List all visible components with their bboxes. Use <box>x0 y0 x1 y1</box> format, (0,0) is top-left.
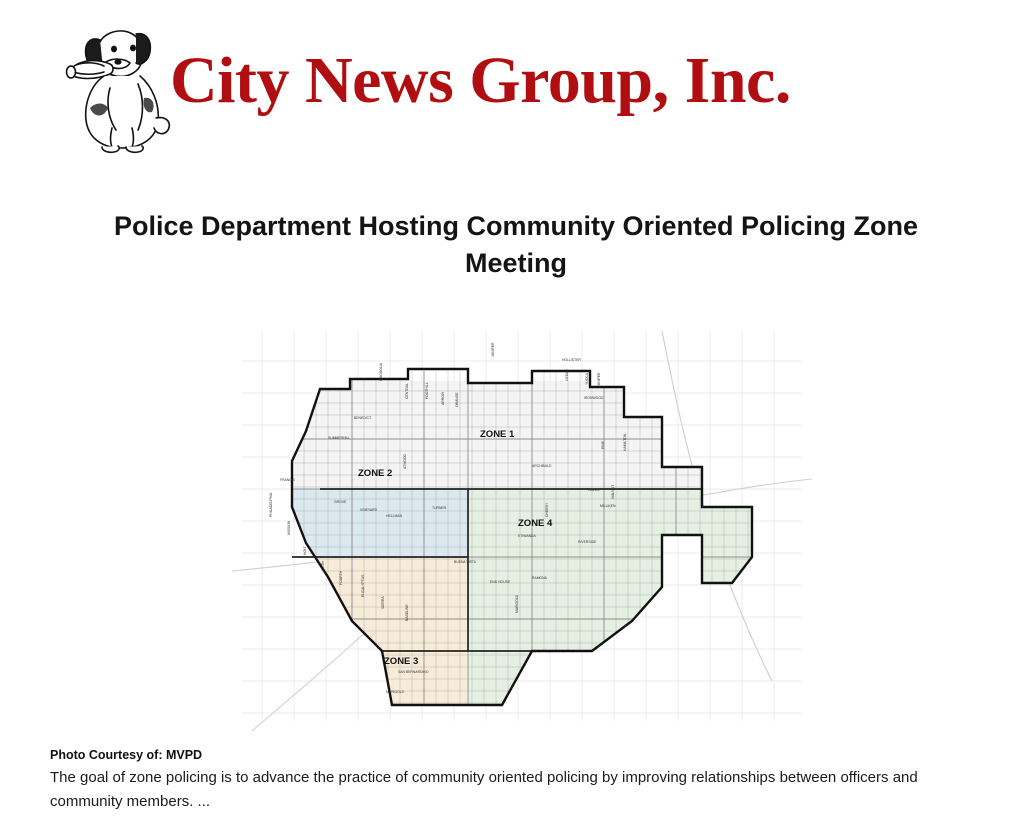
svg-text:ARCHIBALD: ARCHIBALD <box>532 463 552 468</box>
svg-text:SUMMERHILL: SUMMERHILL <box>328 435 351 440</box>
police-zone-map <box>232 321 812 731</box>
svg-text:BENEDICT: BENEDICT <box>354 415 372 420</box>
svg-text:EUCALYPTUS: EUCALYPTUS <box>361 574 365 597</box>
svg-text:CENTRAL: CENTRAL <box>405 382 409 399</box>
svg-text:YUCCA: YUCCA <box>585 372 589 385</box>
svg-text:RIVERSIDE: RIVERSIDE <box>578 539 597 544</box>
masthead-title: City News Group, Inc. <box>170 44 791 117</box>
svg-text:GROVE: GROVE <box>334 499 347 504</box>
zone-4-label: ZONE 4 <box>518 517 553 529</box>
svg-text:ARROW: ARROW <box>441 391 445 405</box>
svg-text:PHILADELPHIA: PHILADELPHIA <box>269 492 273 517</box>
svg-text:WALNUT: WALNUT <box>611 484 615 499</box>
svg-text:JUNIPER: JUNIPER <box>597 371 601 387</box>
photo-credit: Photo Courtesy of: MVPD <box>50 748 203 762</box>
svg-text:FOOTHILL: FOOTHILL <box>425 381 429 399</box>
svg-text:VINEYARD: VINEYARD <box>360 507 378 512</box>
svg-text:CHERRY: CHERRY <box>545 502 549 517</box>
svg-text:TURNER: TURNER <box>432 505 447 510</box>
page-title: Police Department Hosting Community Oriented Policing Zone Meeting <box>113 211 919 279</box>
svg-text:FRANCIS: FRANCIS <box>280 477 295 482</box>
article-body: The goal of zone policing is to advance the practice of community oriented policing by improving relationships between officers and community members. ... <box>50 769 918 810</box>
svg-text:SIERRA: SIERRA <box>381 595 385 609</box>
zone-1-label: ZONE 1 <box>480 428 515 440</box>
svg-text:MARIGOLD: MARIGOLD <box>515 594 519 613</box>
svg-text:BASELINE: BASELINE <box>405 603 409 621</box>
svg-text:HAMILTON: HAMILTON <box>623 433 627 451</box>
svg-text:HELLMAN: HELLMAN <box>386 513 403 518</box>
svg-text:HOLT: HOLT <box>303 545 307 555</box>
svg-text:ATWOOD: ATWOOD <box>403 453 407 469</box>
caption-block <box>50 748 990 813</box>
svg-text:CEDAR: CEDAR <box>565 368 569 381</box>
svg-text:END HOUSE: END HOUSE <box>490 579 511 584</box>
svg-text:MARIGOLD: MARIGOLD <box>386 689 405 694</box>
zone-2-label: ZONE 2 <box>358 467 393 479</box>
svg-text:JUNIPER: JUNIPER <box>491 341 495 357</box>
zone-3-label: ZONE 3 <box>384 655 419 667</box>
svg-text:PINE: PINE <box>601 440 605 449</box>
masthead <box>0 0 1032 176</box>
svg-text:IRONWOOD: IRONWOOD <box>584 395 604 400</box>
svg-text:MAGNOLIA: MAGNOLIA <box>379 362 383 381</box>
svg-text:HOLLISTER: HOLLISTER <box>562 357 581 362</box>
svg-text:BUENA VISTA: BUENA VISTA <box>454 559 476 564</box>
article-figure <box>0 321 1032 736</box>
svg-text:MISSION: MISSION <box>287 520 291 535</box>
svg-text:SIXTH: SIXTH <box>321 560 325 571</box>
svg-text:MILLIKEN: MILLIKEN <box>600 503 616 508</box>
svg-text:HAVEN: HAVEN <box>588 487 600 492</box>
svg-text:RAMONA: RAMONA <box>532 575 547 580</box>
svg-text:SAN BERNARDINO: SAN BERNARDINO <box>398 669 429 674</box>
dog-with-newspaper-logo-icon <box>40 18 180 158</box>
svg-text:ORANGE: ORANGE <box>455 391 459 407</box>
svg-text:ETIWANDA: ETIWANDA <box>518 533 536 538</box>
svg-text:FOURTH: FOURTH <box>339 570 343 585</box>
